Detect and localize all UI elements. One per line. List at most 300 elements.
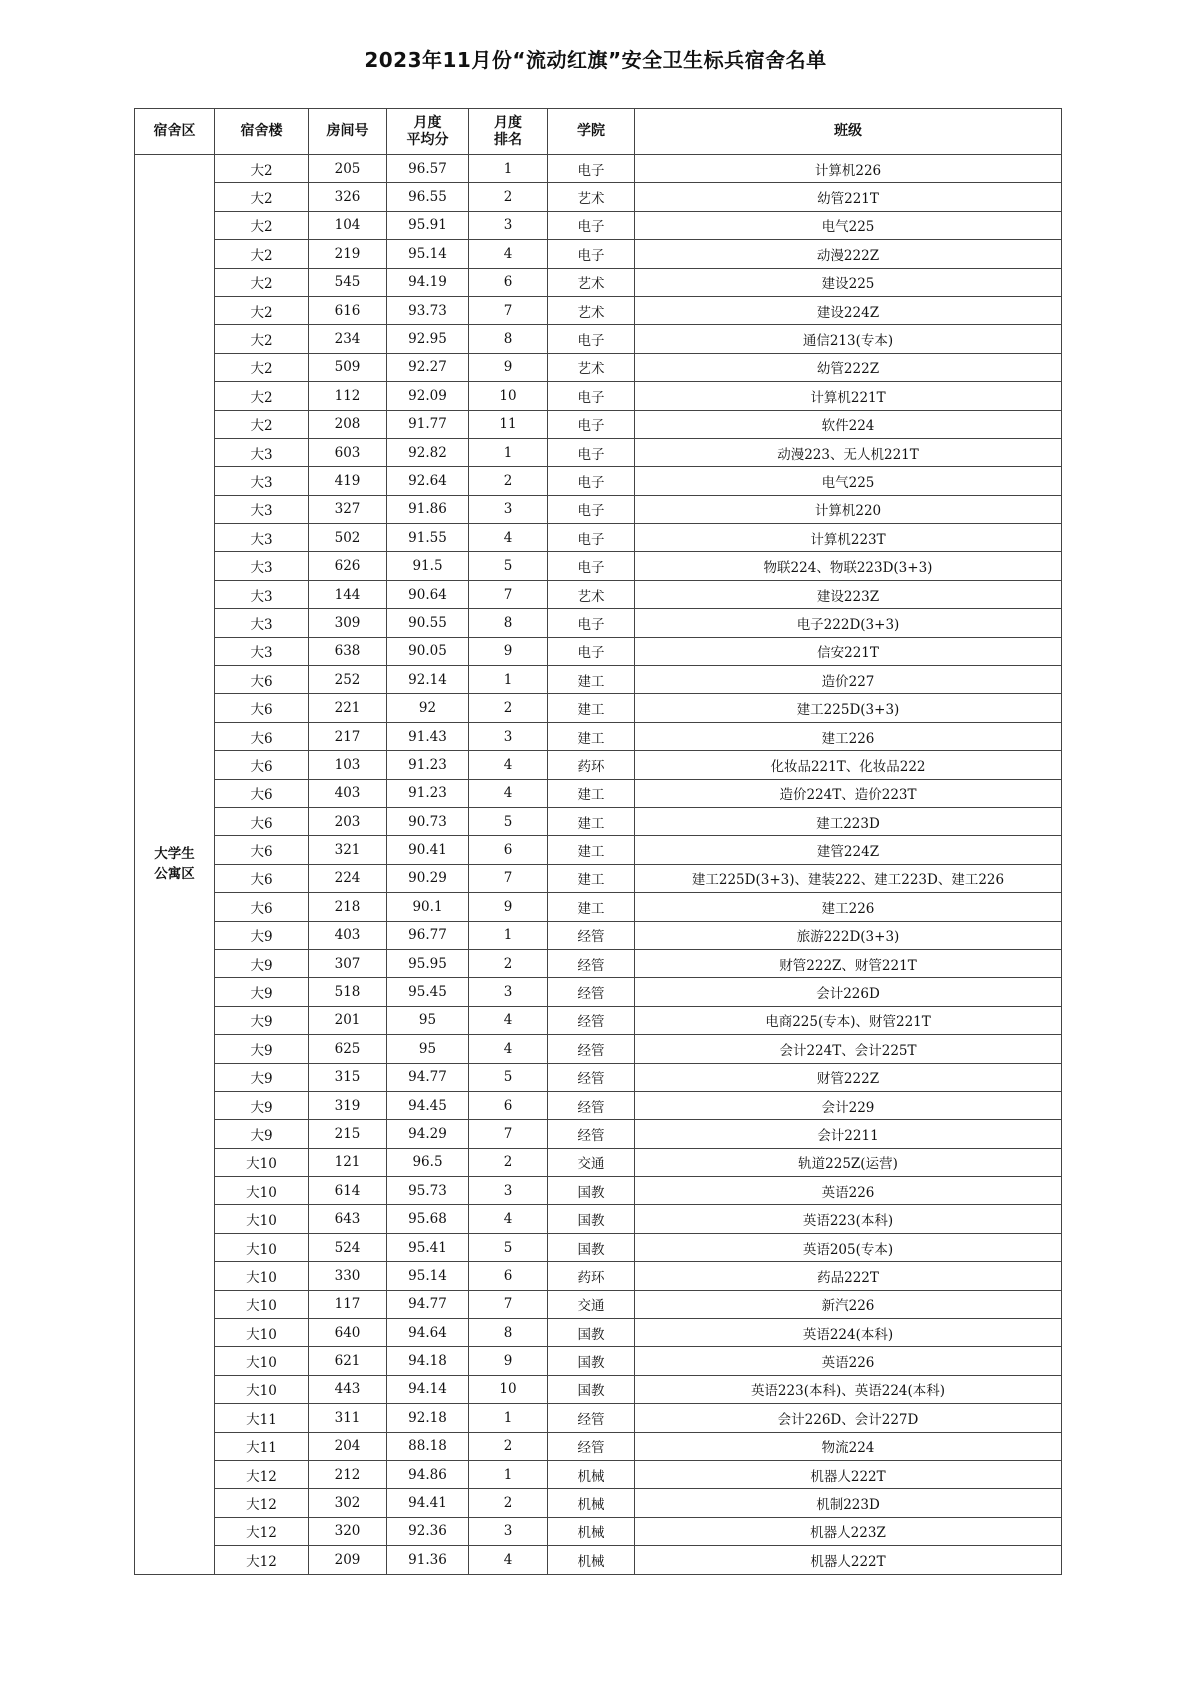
cell-class: 电气225 <box>635 467 1062 495</box>
table-row <box>135 637 1062 665</box>
table-row <box>135 410 1062 438</box>
cell-rank: 6 <box>469 268 548 296</box>
cell-average-score: 94.86 <box>387 1460 469 1488</box>
dormitory-table <box>134 108 1062 1575</box>
cell-room: 330 <box>309 1262 387 1290</box>
cell-room: 638 <box>309 637 387 665</box>
cell-room: 311 <box>309 1404 387 1432</box>
cell-college: 艺术 <box>548 183 635 211</box>
cell-building: 大3 <box>215 467 309 495</box>
cell-building: 大9 <box>215 1063 309 1091</box>
cell-college: 机械 <box>548 1460 635 1488</box>
header-average-line2: 平均分 <box>406 131 449 148</box>
header-average-line1: 月度 <box>413 114 442 131</box>
cell-college: 经管 <box>548 1035 635 1063</box>
cell-average-score: 90.41 <box>387 836 469 864</box>
cell-rank: 3 <box>469 1177 548 1205</box>
table-row <box>135 382 1062 410</box>
table-row <box>135 1035 1062 1063</box>
cell-room: 643 <box>309 1205 387 1233</box>
cell-building: 大2 <box>215 296 309 324</box>
cell-building: 大3 <box>215 552 309 580</box>
cell-college: 电子 <box>548 410 635 438</box>
header-rank <box>469 109 548 155</box>
cell-average-score: 95.73 <box>387 1177 469 1205</box>
cell-class: 建工223D <box>635 807 1062 835</box>
cell-average-score: 91.86 <box>387 495 469 523</box>
cell-average-score: 91.77 <box>387 410 469 438</box>
cell-rank: 6 <box>469 1091 548 1119</box>
cell-average-score: 94.14 <box>387 1375 469 1403</box>
cell-class: 物流224 <box>635 1432 1062 1460</box>
cell-college: 建工 <box>548 893 635 921</box>
cell-class: 机器人223Z <box>635 1517 1062 1545</box>
table-row <box>135 893 1062 921</box>
cell-average-score: 96.57 <box>387 155 469 183</box>
table-row <box>135 1177 1062 1205</box>
cell-room: 302 <box>309 1489 387 1517</box>
cell-class: 会计2211 <box>635 1120 1062 1148</box>
header-rank-line2: 排名 <box>494 131 522 148</box>
cell-rank: 7 <box>469 1120 548 1148</box>
cell-rank: 8 <box>469 1319 548 1347</box>
cell-building: 大3 <box>215 637 309 665</box>
cell-room: 419 <box>309 467 387 495</box>
cell-building: 大12 <box>215 1460 309 1488</box>
cell-room: 234 <box>309 325 387 353</box>
cell-building: 大11 <box>215 1404 309 1432</box>
cell-rank: 1 <box>469 1460 548 1488</box>
table-row <box>135 722 1062 750</box>
cell-college: 药环 <box>548 751 635 779</box>
cell-college: 电子 <box>548 438 635 466</box>
cell-class: 新汽226 <box>635 1290 1062 1318</box>
table-row <box>135 552 1062 580</box>
cell-rank: 5 <box>469 1063 548 1091</box>
table-row <box>135 325 1062 353</box>
table-row <box>135 807 1062 835</box>
header-area: 宿舍区 <box>135 109 215 155</box>
header-class: 班级 <box>635 109 1062 155</box>
cell-rank: 4 <box>469 1035 548 1063</box>
table-row <box>135 296 1062 324</box>
cell-average-score: 92 <box>387 694 469 722</box>
cell-room: 443 <box>309 1375 387 1403</box>
table-row <box>135 1460 1062 1488</box>
cell-rank: 5 <box>469 552 548 580</box>
cell-class: 电商225(专本)、财管221T <box>635 1006 1062 1034</box>
cell-building: 大3 <box>215 609 309 637</box>
cell-building: 大2 <box>215 240 309 268</box>
table-row <box>135 467 1062 495</box>
cell-class: 建工225D(3+3)、建装222、建工223D、建工226 <box>635 864 1062 892</box>
table-row <box>135 1063 1062 1091</box>
cell-average-score: 95.14 <box>387 1262 469 1290</box>
cell-building: 大3 <box>215 495 309 523</box>
cell-room: 307 <box>309 949 387 977</box>
cell-room: 545 <box>309 268 387 296</box>
cell-building: 大6 <box>215 864 309 892</box>
table-row <box>135 694 1062 722</box>
cell-average-score: 92.82 <box>387 438 469 466</box>
cell-building: 大3 <box>215 524 309 552</box>
cell-college: 经管 <box>548 949 635 977</box>
cell-building: 大2 <box>215 353 309 381</box>
cell-room: 104 <box>309 211 387 239</box>
cell-class: 化妆品221T、化妆品222 <box>635 751 1062 779</box>
cell-room: 144 <box>309 580 387 608</box>
cell-rank: 1 <box>469 438 548 466</box>
cell-class: 财管222Z、财管221T <box>635 949 1062 977</box>
cell-average-score: 92.27 <box>387 353 469 381</box>
cell-college: 建工 <box>548 722 635 750</box>
table-row <box>135 1319 1062 1347</box>
cell-college: 电子 <box>548 211 635 239</box>
cell-college: 交通 <box>548 1148 635 1176</box>
cell-rank: 8 <box>469 609 548 637</box>
cell-college: 电子 <box>548 495 635 523</box>
cell-class: 电子222D(3+3) <box>635 609 1062 637</box>
cell-rank: 4 <box>469 1205 548 1233</box>
cell-class: 动漫222Z <box>635 240 1062 268</box>
table-row <box>135 978 1062 1006</box>
cell-class: 信安221T <box>635 637 1062 665</box>
cell-class: 幼管221T <box>635 183 1062 211</box>
header-college: 学院 <box>548 109 635 155</box>
cell-average-score: 94.41 <box>387 1489 469 1517</box>
table-row <box>135 495 1062 523</box>
cell-class: 计算机221T <box>635 382 1062 410</box>
table-row <box>135 183 1062 211</box>
cell-average-score: 95.91 <box>387 211 469 239</box>
cell-college: 电子 <box>548 524 635 552</box>
cell-average-score: 90.29 <box>387 864 469 892</box>
table-row <box>135 1489 1062 1517</box>
cell-room: 321 <box>309 836 387 864</box>
cell-room: 315 <box>309 1063 387 1091</box>
cell-rank: 3 <box>469 1517 548 1545</box>
cell-room: 218 <box>309 893 387 921</box>
cell-room: 626 <box>309 552 387 580</box>
table-row <box>135 1205 1062 1233</box>
cell-building: 大10 <box>215 1347 309 1375</box>
area-cell <box>135 155 215 1575</box>
cell-rank: 9 <box>469 353 548 381</box>
cell-rank: 2 <box>469 949 548 977</box>
cell-rank: 3 <box>469 978 548 1006</box>
cell-building: 大3 <box>215 580 309 608</box>
cell-rank: 5 <box>469 807 548 835</box>
cell-college: 经管 <box>548 921 635 949</box>
cell-college: 电子 <box>548 609 635 637</box>
cell-class: 计算机226 <box>635 155 1062 183</box>
cell-college: 国教 <box>548 1347 635 1375</box>
table-row <box>135 1375 1062 1403</box>
cell-class: 英语223(本科) <box>635 1205 1062 1233</box>
cell-class: 英语226 <box>635 1347 1062 1375</box>
cell-rank: 2 <box>469 694 548 722</box>
cell-class: 建设224Z <box>635 296 1062 324</box>
cell-average-score: 96.55 <box>387 183 469 211</box>
cell-building: 大9 <box>215 1035 309 1063</box>
cell-average-score: 91.5 <box>387 552 469 580</box>
cell-average-score: 95.95 <box>387 949 469 977</box>
table-row <box>135 1546 1062 1574</box>
cell-average-score: 92.14 <box>387 666 469 694</box>
table-row <box>135 1347 1062 1375</box>
table-row <box>135 1006 1062 1034</box>
header-rank-line1: 月度 <box>494 114 522 131</box>
cell-college: 建工 <box>548 694 635 722</box>
cell-rank: 4 <box>469 524 548 552</box>
cell-average-score: 92.09 <box>387 382 469 410</box>
cell-building: 大6 <box>215 807 309 835</box>
cell-class: 轨道225Z(运营) <box>635 1148 1062 1176</box>
cell-class: 英语224(本科) <box>635 1319 1062 1347</box>
cell-class: 建工226 <box>635 893 1062 921</box>
cell-rank: 6 <box>469 1262 548 1290</box>
table-row <box>135 211 1062 239</box>
cell-building: 大2 <box>215 155 309 183</box>
cell-average-score: 91.43 <box>387 722 469 750</box>
cell-room: 121 <box>309 1148 387 1176</box>
cell-college: 经管 <box>548 1120 635 1148</box>
cell-average-score: 92.95 <box>387 325 469 353</box>
table-row <box>135 1290 1062 1318</box>
cell-room: 221 <box>309 694 387 722</box>
cell-building: 大6 <box>215 779 309 807</box>
cell-rank: 4 <box>469 1006 548 1034</box>
cell-building: 大10 <box>215 1177 309 1205</box>
cell-college: 国教 <box>548 1233 635 1261</box>
cell-building: 大12 <box>215 1517 309 1545</box>
cell-college: 交通 <box>548 1290 635 1318</box>
table-row <box>135 751 1062 779</box>
cell-building: 大2 <box>215 211 309 239</box>
cell-room: 212 <box>309 1460 387 1488</box>
cell-rank: 2 <box>469 1148 548 1176</box>
cell-rank: 4 <box>469 751 548 779</box>
cell-class: 药品222T <box>635 1262 1062 1290</box>
cell-class: 英语226 <box>635 1177 1062 1205</box>
cell-rank: 7 <box>469 580 548 608</box>
header-room: 房间号 <box>309 109 387 155</box>
cell-average-score: 94.64 <box>387 1319 469 1347</box>
cell-building: 大10 <box>215 1262 309 1290</box>
cell-building: 大2 <box>215 325 309 353</box>
cell-building: 大9 <box>215 949 309 977</box>
cell-room: 502 <box>309 524 387 552</box>
table-row <box>135 921 1062 949</box>
cell-college: 电子 <box>548 637 635 665</box>
cell-building: 大11 <box>215 1432 309 1460</box>
cell-rank: 11 <box>469 410 548 438</box>
header-average-score <box>387 109 469 155</box>
cell-class: 造价227 <box>635 666 1062 694</box>
cell-college: 机械 <box>548 1489 635 1517</box>
table-row <box>135 779 1062 807</box>
table-row <box>135 438 1062 466</box>
cell-class: 建设223Z <box>635 580 1062 608</box>
cell-college: 艺术 <box>548 580 635 608</box>
cell-room: 208 <box>309 410 387 438</box>
table-row <box>135 1517 1062 1545</box>
cell-class: 幼管222Z <box>635 353 1062 381</box>
cell-class: 财管222Z <box>635 1063 1062 1091</box>
cell-building: 大10 <box>215 1233 309 1261</box>
table-row <box>135 1091 1062 1119</box>
cell-room: 209 <box>309 1546 387 1574</box>
cell-college: 建工 <box>548 779 635 807</box>
cell-college: 电子 <box>548 552 635 580</box>
cell-room: 327 <box>309 495 387 523</box>
cell-average-score: 90.1 <box>387 893 469 921</box>
cell-room: 205 <box>309 155 387 183</box>
cell-average-score: 90.73 <box>387 807 469 835</box>
cell-college: 建工 <box>548 807 635 835</box>
cell-average-score: 95 <box>387 1006 469 1034</box>
table-row <box>135 1120 1062 1148</box>
cell-rank: 7 <box>469 1290 548 1318</box>
cell-average-score: 91.36 <box>387 1546 469 1574</box>
cell-rank: 3 <box>469 722 548 750</box>
cell-class: 英语223(本科)、英语224(本科) <box>635 1375 1062 1403</box>
cell-class: 机制223D <box>635 1489 1062 1517</box>
table-row <box>135 1233 1062 1261</box>
cell-college: 药环 <box>548 1262 635 1290</box>
cell-room: 112 <box>309 382 387 410</box>
cell-rank: 6 <box>469 836 548 864</box>
cell-class: 旅游222D(3+3) <box>635 921 1062 949</box>
cell-rank: 5 <box>469 1233 548 1261</box>
cell-room: 518 <box>309 978 387 1006</box>
cell-average-score: 94.77 <box>387 1063 469 1091</box>
cell-room: 603 <box>309 438 387 466</box>
cell-room: 201 <box>309 1006 387 1034</box>
cell-rank: 9 <box>469 637 548 665</box>
table-row <box>135 1404 1062 1432</box>
cell-building: 大3 <box>215 438 309 466</box>
cell-average-score: 92.18 <box>387 1404 469 1432</box>
cell-average-score: 96.77 <box>387 921 469 949</box>
area-label-line1: 大学生 <box>154 846 195 863</box>
cell-average-score: 91.23 <box>387 751 469 779</box>
cell-class: 会计226D <box>635 978 1062 1006</box>
cell-rank: 1 <box>469 666 548 694</box>
cell-average-score: 90.55 <box>387 609 469 637</box>
cell-rank: 4 <box>469 1546 548 1574</box>
table-row <box>135 1148 1062 1176</box>
cell-rank: 7 <box>469 296 548 324</box>
cell-room: 403 <box>309 779 387 807</box>
cell-college: 电子 <box>548 155 635 183</box>
cell-building: 大6 <box>215 694 309 722</box>
table-header-row <box>135 109 1062 155</box>
cell-rank: 2 <box>469 1489 548 1517</box>
table-row <box>135 609 1062 637</box>
cell-room: 103 <box>309 751 387 779</box>
cell-rank: 3 <box>469 495 548 523</box>
cell-average-score: 88.18 <box>387 1432 469 1460</box>
cell-rank: 4 <box>469 779 548 807</box>
cell-building: 大10 <box>215 1375 309 1403</box>
cell-rank: 2 <box>469 183 548 211</box>
table-row <box>135 836 1062 864</box>
cell-room: 403 <box>309 921 387 949</box>
table-row <box>135 155 1062 183</box>
cell-building: 大2 <box>215 410 309 438</box>
cell-average-score: 91.23 <box>387 779 469 807</box>
cell-college: 艺术 <box>548 353 635 381</box>
cell-room: 319 <box>309 1091 387 1119</box>
cell-class: 会计226D、会计227D <box>635 1404 1062 1432</box>
cell-room: 224 <box>309 864 387 892</box>
cell-building: 大12 <box>215 1546 309 1574</box>
cell-room: 215 <box>309 1120 387 1148</box>
cell-college: 经管 <box>548 1006 635 1034</box>
area-label-line2: 公寓区 <box>154 866 195 883</box>
cell-room: 616 <box>309 296 387 324</box>
cell-class: 计算机220 <box>635 495 1062 523</box>
cell-room: 117 <box>309 1290 387 1318</box>
page-title: 2023年11月份“流动红旗”安全卫生标兵宿舍名单 <box>364 48 827 72</box>
cell-building: 大6 <box>215 751 309 779</box>
cell-building: 大6 <box>215 836 309 864</box>
cell-average-score: 93.73 <box>387 296 469 324</box>
cell-rank: 9 <box>469 1347 548 1375</box>
cell-class: 英语205(专本) <box>635 1233 1062 1261</box>
cell-rank: 8 <box>469 325 548 353</box>
cell-building: 大2 <box>215 268 309 296</box>
cell-average-score: 94.45 <box>387 1091 469 1119</box>
cell-building: 大9 <box>215 978 309 1006</box>
cell-college: 经管 <box>548 1404 635 1432</box>
cell-college: 电子 <box>548 325 635 353</box>
table-row <box>135 580 1062 608</box>
cell-room: 320 <box>309 1517 387 1545</box>
cell-room: 509 <box>309 353 387 381</box>
cell-class: 计算机223T <box>635 524 1062 552</box>
cell-building: 大9 <box>215 1006 309 1034</box>
cell-average-score: 94.19 <box>387 268 469 296</box>
cell-rank: 4 <box>469 240 548 268</box>
cell-college: 经管 <box>548 1063 635 1091</box>
cell-rank: 2 <box>469 1432 548 1460</box>
cell-room: 621 <box>309 1347 387 1375</box>
cell-room: 252 <box>309 666 387 694</box>
cell-average-score: 95.68 <box>387 1205 469 1233</box>
table-row <box>135 353 1062 381</box>
cell-class: 建管224Z <box>635 836 1062 864</box>
cell-class: 建设225 <box>635 268 1062 296</box>
cell-college: 建工 <box>548 836 635 864</box>
cell-class: 通信213(专本) <box>635 325 1062 353</box>
cell-average-score: 95 <box>387 1035 469 1063</box>
cell-class: 机器人222T <box>635 1546 1062 1574</box>
cell-class: 机器人222T <box>635 1460 1062 1488</box>
cell-college: 电子 <box>548 467 635 495</box>
cell-college: 机械 <box>548 1546 635 1574</box>
cell-building: 大10 <box>215 1319 309 1347</box>
cell-college: 电子 <box>548 382 635 410</box>
cell-class: 造价224T、造价223T <box>635 779 1062 807</box>
table-body <box>135 155 1062 1575</box>
cell-class: 物联224、物联223D(3+3) <box>635 552 1062 580</box>
cell-room: 524 <box>309 1233 387 1261</box>
cell-class: 动漫223、无人机221T <box>635 438 1062 466</box>
cell-average-score: 95.41 <box>387 1233 469 1261</box>
cell-class: 会计229 <box>635 1091 1062 1119</box>
